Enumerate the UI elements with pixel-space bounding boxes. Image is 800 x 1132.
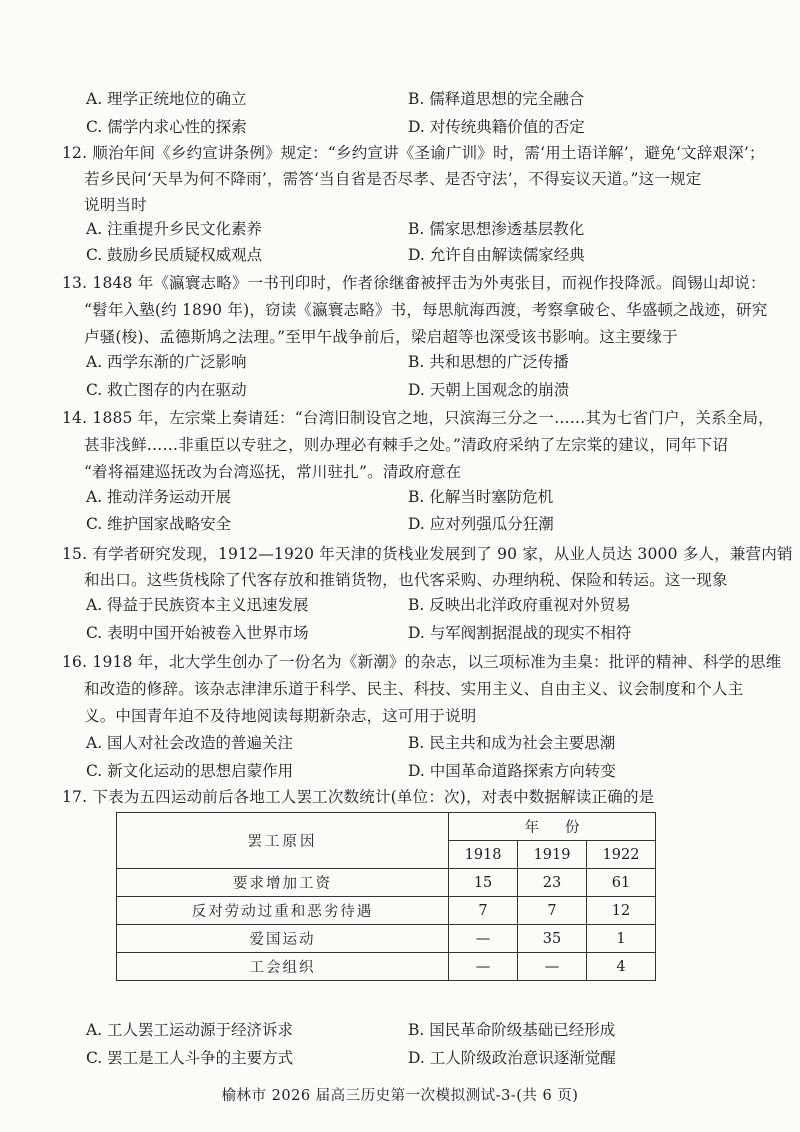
table-row bbox=[117, 869, 656, 897]
value-cell: 12 bbox=[587, 897, 656, 925]
question-stem-line: 14. 1885 年，左宗棠上奏请廷：“台湾旧制设官之地，只滨海三分之一……其为七省门户，关系全局， bbox=[62, 409, 774, 427]
year-cell: 1922 bbox=[587, 841, 656, 869]
option-d[interactable]: D. 允许自由解读儒家经典 bbox=[408, 246, 585, 264]
option-c[interactable]: C. 儒学内求心性的探索 bbox=[86, 118, 247, 136]
question-stem-line: “髫年入塾(约 1890 年)，窃读《瀛寰志略》书，每思航海西渡，考察拿破仑、华盛顿之战迹，研究 bbox=[84, 301, 768, 319]
option-c[interactable]: C. 罢工是工人斗争的主要方式 bbox=[86, 1049, 294, 1067]
value-cell: 4 bbox=[587, 953, 656, 981]
value-cell: 61 bbox=[587, 869, 656, 897]
option-d[interactable]: D. 工人阶级政治意识逐渐觉醒 bbox=[408, 1049, 616, 1067]
value-cell: 1 bbox=[587, 925, 656, 953]
row-header-cell: 罢工原因 bbox=[117, 813, 449, 869]
option-a[interactable]: A. 注重提升乡民文化素养 bbox=[86, 220, 263, 238]
value-cell: 23 bbox=[518, 869, 587, 897]
cause-cell: 工会组织 bbox=[117, 953, 449, 981]
option-c[interactable]: C. 鼓励乡民质疑权威观点 bbox=[86, 246, 263, 264]
question-stem-line: 15. 有学者研究发现，1912—1920 年天津的货栈业发展到了 90 家，从业人员达 3000 多人，兼营内销 bbox=[62, 545, 793, 563]
value-cell: — bbox=[449, 925, 518, 953]
strike-statistics-table bbox=[116, 812, 656, 981]
question-stem-line: 13. 1848 年《瀛寰志略》一书刊印时，作者徐继畬被抨击为外夷张目，而视作投降派。阎锡山却说： bbox=[62, 274, 766, 292]
cause-cell: 反对劳动过重和恶劣待遇 bbox=[117, 897, 449, 925]
option-d[interactable]: D. 中国革命道路探索方向转变 bbox=[408, 762, 616, 780]
option-b[interactable]: B. 儒家思想渗透基层教化 bbox=[408, 220, 585, 238]
table-row bbox=[117, 925, 656, 953]
question-stem-line: 甚非浅鲜……非重臣以专驻之，则办理必有棘手之处。”清政府采纳了左宗棠的建议，同年下诏 bbox=[84, 436, 729, 454]
year-cell: 1918 bbox=[449, 841, 518, 869]
value-cell: 7 bbox=[449, 897, 518, 925]
cause-cell: 要求增加工资 bbox=[117, 869, 449, 897]
option-d[interactable]: D. 天朝上国观念的崩溃 bbox=[408, 381, 570, 399]
question-stem-line: 说明当时 bbox=[84, 196, 147, 214]
option-c[interactable]: C. 维护国家战略安全 bbox=[86, 515, 232, 533]
option-d[interactable]: D. 应对列强瓜分狂潮 bbox=[408, 515, 554, 533]
option-c[interactable]: C. 救亡图存的内在驱动 bbox=[86, 381, 247, 399]
option-b[interactable]: B. 共和思想的广泛传播 bbox=[408, 353, 569, 371]
option-b[interactable]: B. 国民革命阶级基础已经形成 bbox=[408, 1021, 616, 1039]
value-cell: — bbox=[449, 953, 518, 981]
option-a[interactable]: A. 理学正统地位的确立 bbox=[86, 90, 247, 108]
question-stem-line: 卢骚(梭)、孟德斯鸠之法理。”至甲午战争前后，梁启超等也深受该书影响。这主要缘于 bbox=[84, 328, 678, 346]
cause-cell: 爱国运动 bbox=[117, 925, 449, 953]
value-cell: 7 bbox=[518, 897, 587, 925]
value-cell: 15 bbox=[449, 869, 518, 897]
question-stem-line: “着将福建巡抚改为台湾巡抚，常川驻扎”。清政府意在 bbox=[84, 463, 462, 481]
question-stem-line: 12. 顺治年间《乡约宣讲条例》规定：“乡约宣讲《圣谕广训》时，需‘用土语详解’，避免‘文辞艰深’； bbox=[62, 144, 765, 162]
year-cell: 1919 bbox=[518, 841, 587, 869]
question-stem-line: 16. 1918 年，北大学生创办了一份名为《新潮》的杂志，以三项标准为圭臬：批评的精神、科学的思维 bbox=[62, 653, 782, 671]
option-b[interactable]: B. 民主共和成为社会主要思潮 bbox=[408, 734, 616, 752]
question-stem-line: 若乡民问‘天旱为何不降雨’，需答‘当自省是否尽孝、是否守法’，不得妄议天道。”这一规定 bbox=[84, 170, 702, 188]
option-b[interactable]: B. 儒释道思想的完全融合 bbox=[408, 90, 585, 108]
option-d[interactable]: D. 与军阀割据混战的现实不相符 bbox=[408, 624, 632, 642]
question-stem-line: 17. 下表为五四运动前后各地工人罢工次数统计(单位：次)，对表中数据解读正确的是 bbox=[62, 788, 655, 806]
value-cell: — bbox=[518, 953, 587, 981]
table-row bbox=[117, 953, 656, 981]
option-a[interactable]: A. 得益于民族资本主义迅速发展 bbox=[86, 596, 309, 614]
question-stem-line: 义。中国青年迫不及待地阅读每期新杂志，这可用于说明 bbox=[84, 707, 477, 725]
option-b[interactable]: B. 反映出北洋政府重视对外贸易 bbox=[408, 596, 631, 614]
option-a[interactable]: A. 国人对社会改造的普遍关注 bbox=[86, 734, 294, 752]
option-b[interactable]: B. 化解当时塞防危机 bbox=[408, 488, 554, 506]
option-a[interactable]: A. 工人罢工运动源于经济诉求 bbox=[86, 1021, 294, 1039]
option-a[interactable]: A. 推动洋务运动开展 bbox=[86, 488, 232, 506]
option-a[interactable]: A. 西学东渐的广泛影响 bbox=[86, 353, 247, 371]
value-cell: 35 bbox=[518, 925, 587, 953]
page-footer: 榆林市 2026 届高三历史第一次模拟测试-3-(共 6 页) bbox=[221, 1088, 579, 1104]
option-c[interactable]: C. 表明中国开始被卷入世界市场 bbox=[86, 624, 309, 642]
year-header-cell: 年份 bbox=[449, 813, 656, 841]
question-stem-line: 和改造的修辞。该杂志津津乐道于科学、民主、科技、实用主义、自由主义、议会制度和个人主 bbox=[84, 680, 744, 698]
question-stem-line: 和出口。这些货栈除了代客存放和推销货物，也代客采购、办理纳税、保险和转运。这一现象 bbox=[84, 571, 728, 589]
table-row bbox=[117, 897, 656, 925]
option-d[interactable]: D. 对传统典籍价值的否定 bbox=[408, 118, 585, 136]
option-c[interactable]: C. 新文化运动的思想启蒙作用 bbox=[86, 762, 294, 780]
